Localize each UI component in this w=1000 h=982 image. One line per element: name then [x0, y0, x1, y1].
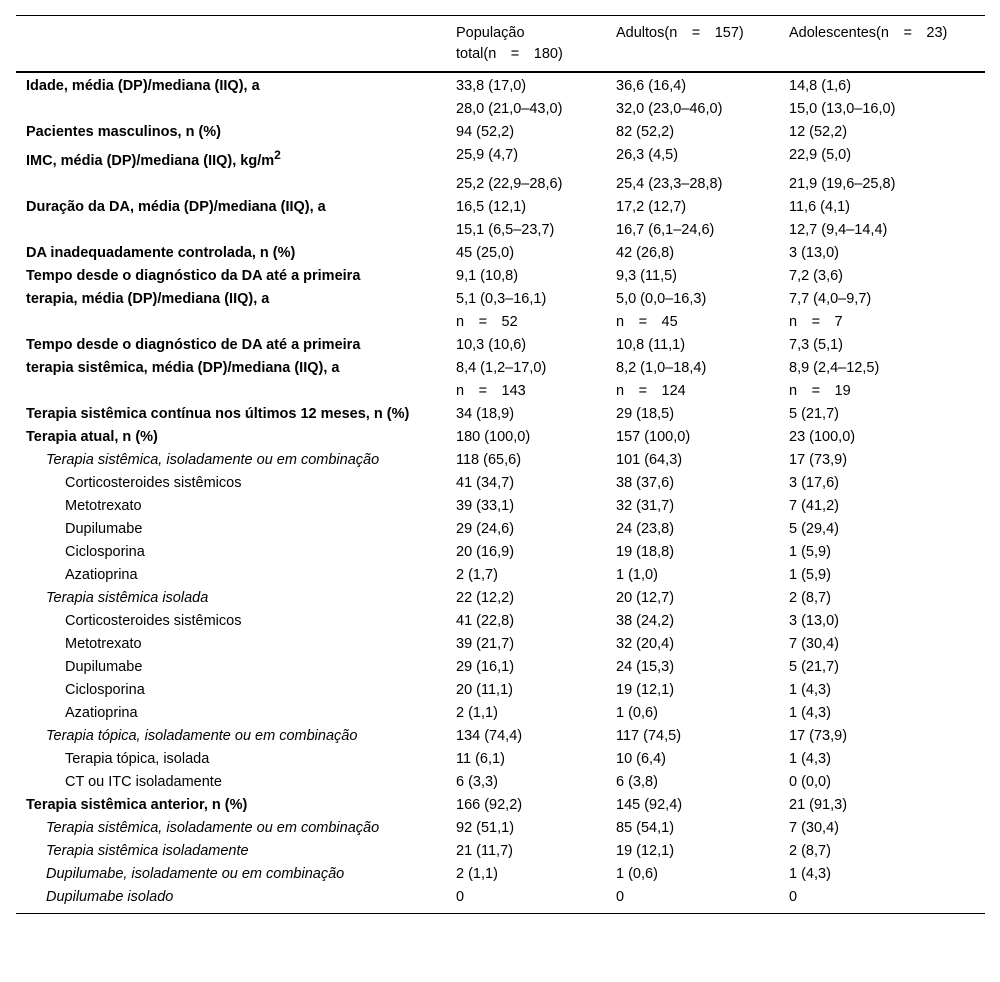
cell-adults: 25,4 (23,3–28,8): [616, 175, 723, 192]
demographics-table: [16, 15, 985, 914]
cell-adults: 17,2 (12,7): [616, 198, 687, 215]
cell-adolescents: 17 (73,9): [789, 727, 848, 744]
table-row: [16, 725, 985, 748]
table-row: [16, 426, 985, 449]
cell-adolescents: 7 (41,2): [789, 497, 839, 514]
table-row: [16, 219, 985, 242]
cell-adults: 10,8 (11,1): [616, 336, 686, 353]
table-row: [16, 357, 985, 380]
cell-total: 10,3 (10,6): [456, 336, 527, 353]
header-total-line2: total(n = 180): [456, 46, 563, 62]
cell-total: 41 (22,8): [456, 612, 515, 629]
table-row: [16, 679, 985, 702]
cell-adolescents: 23 (100,0): [789, 428, 856, 445]
cell-adolescents: 1 (5,9): [789, 566, 831, 583]
cell-adults: 19 (18,8): [616, 543, 675, 560]
row-label: Dupilumabe, isoladamente ou em combinação: [46, 865, 345, 882]
cell-total: 2 (1,1): [456, 865, 498, 882]
cell-total: 118 (65,6): [456, 451, 522, 468]
cell-total: 34 (18,9): [456, 405, 515, 422]
cell-adults: 32 (20,4): [616, 635, 675, 652]
cell-adults: 24 (15,3): [616, 658, 675, 675]
cell-total: 25,9 (4,7): [456, 147, 519, 163]
cell-adults: 82 (52,2): [616, 124, 675, 140]
row-label: Terapia atual, n (%): [26, 428, 158, 445]
table-row: [16, 656, 985, 679]
cell-adults: 1 (0,6): [616, 704, 658, 721]
cell-adolescents: n = 19: [789, 382, 851, 399]
table-row: [16, 587, 985, 610]
cell-adolescents: 2 (8,7): [789, 589, 831, 606]
table-row: [16, 144, 985, 173]
row-label: Tempo desde o diagnóstico de DA até a primeira: [26, 336, 361, 353]
row-label: Dupilumabe: [65, 520, 143, 537]
cell-adults: 0: [616, 888, 625, 905]
cell-adults: 42 (26,8): [616, 244, 675, 261]
row-label: Terapia sistêmica isoladamente: [46, 842, 249, 859]
table-header: [16, 16, 985, 73]
cell-adults: 117 (74,5): [616, 727, 682, 744]
row-label: Azatioprina: [65, 566, 138, 583]
cell-total: 6 (3,3): [456, 773, 498, 790]
row-label: terapia sistêmica, média (DP)/mediana (IIQ), a: [26, 359, 340, 376]
cell-adolescents: 7,7 (4,0–9,7): [789, 290, 872, 307]
cell-adolescents: 14,8 (1,6): [789, 78, 852, 94]
table-row: [16, 495, 985, 518]
row-label: DA inadequadamente controlada, n (%): [26, 244, 296, 261]
cell-adults: 10 (6,4): [616, 750, 666, 767]
row-label: Dupilumabe: [65, 658, 143, 675]
cell-adolescents: 8,9 (2,4–12,5): [789, 359, 880, 376]
row-label: Terapia sistêmica, isoladamente ou em combinação: [46, 451, 380, 468]
table-row: [16, 633, 985, 656]
table-row: [16, 518, 985, 541]
row-label: Metotrexato: [65, 635, 142, 652]
row-label: Terapia sistêmica, isoladamente ou em combinação: [46, 819, 380, 836]
cell-total: 2 (1,1): [456, 704, 498, 721]
table-row: [16, 564, 985, 587]
cell-adolescents: 12 (52,2): [789, 124, 848, 140]
header-total-population: [446, 16, 606, 73]
cell-adolescents: 5 (21,7): [789, 658, 839, 675]
table-row: [16, 403, 985, 426]
table-row: [16, 886, 985, 914]
cell-adolescents: 15,0 (13,0–16,0): [789, 101, 896, 117]
cell-total: 39 (21,7): [456, 635, 515, 652]
cell-total: 0: [456, 888, 465, 905]
row-label: [16, 98, 446, 121]
table-row: [16, 288, 985, 311]
cell-adolescents: 12,7 (9,4–14,4): [789, 221, 888, 238]
cell-adolescents: 3 (13,0): [789, 244, 839, 261]
cell-adolescents: 7 (30,4): [789, 635, 839, 652]
cell-adults: 38 (24,2): [616, 612, 675, 629]
cell-adults: n = 45: [616, 313, 678, 330]
cell-adults: 24 (23,8): [616, 520, 675, 537]
header-total-line1: População: [456, 25, 525, 41]
cell-adolescents: 17 (73,9): [789, 451, 848, 468]
cell-total: 28,0 (21,0–43,0): [456, 101, 563, 117]
cell-adolescents: 1 (5,9): [789, 543, 831, 560]
cell-adults: 5,0 (0,0–16,3): [616, 290, 707, 307]
cell-adolescents: n = 7: [789, 313, 843, 330]
row-label: Pacientes masculinos, n (%): [26, 124, 222, 140]
cell-adolescents: 5 (21,7): [789, 405, 839, 422]
cell-total: 29 (16,1): [456, 658, 515, 675]
row-label: Metotrexato: [65, 497, 142, 514]
header-row: [16, 16, 985, 73]
cell-adults: 26,3 (4,5): [616, 147, 679, 163]
cell-adolescents: 7,3 (5,1): [789, 336, 843, 353]
cell-total: 16,5 (12,1): [456, 198, 527, 215]
cell-total: 21 (11,7): [456, 842, 513, 859]
cell-adults: n = 124: [616, 382, 686, 399]
cell-adolescents: 22,9 (5,0): [789, 147, 852, 163]
header-adolescents: Adolescentes(n = 23): [789, 25, 948, 41]
cell-adults: 157 (100,0): [616, 428, 691, 445]
table-row: [16, 121, 985, 144]
row-label: Ciclosporina: [65, 543, 145, 560]
cell-total: 22 (12,2): [456, 589, 515, 606]
table-row: [16, 380, 985, 403]
row-label: Tempo desde o diagnóstico da DA até a primeira: [26, 267, 361, 284]
table-row: [16, 771, 985, 794]
cell-adolescents: 0 (0,0): [789, 773, 831, 790]
row-label: Terapia tópica, isolada: [65, 750, 210, 767]
row-label: Corticosteroides sistêmicos: [65, 612, 242, 629]
cell-adolescents: 7 (30,4): [789, 819, 839, 836]
cell-total: 180 (100,0): [456, 428, 531, 445]
cell-adults: 16,7 (6,1–24,6): [616, 221, 715, 238]
cell-adolescents: 11,6 (4,1): [789, 198, 850, 215]
table-row: [16, 311, 985, 334]
row-label: [16, 219, 446, 242]
cell-adolescents: 1 (4,3): [789, 750, 831, 767]
cell-total: 25,2 (22,9–28,6): [456, 175, 563, 192]
cell-adults: 20 (12,7): [616, 589, 675, 606]
cell-adults: 9,3 (11,5): [616, 267, 677, 284]
cell-total: 20 (11,1): [456, 681, 513, 698]
row-label: Corticosteroides sistêmicos: [65, 474, 242, 491]
row-label: Ciclosporina: [65, 681, 145, 698]
table-container: [16, 15, 985, 914]
table-row: [16, 863, 985, 886]
cell-total: 11 (6,1): [456, 750, 505, 767]
row-label: Idade, média (DP)/mediana (IIQ), a: [26, 78, 260, 94]
table-row: [16, 265, 985, 288]
cell-adolescents: 0: [789, 888, 798, 905]
row-label: Azatioprina: [65, 704, 138, 721]
table-row: [16, 472, 985, 495]
cell-adults: 8,2 (1,0–18,4): [616, 359, 707, 376]
cell-adolescents: 21,9 (19,6–25,8): [789, 175, 896, 192]
cell-adolescents: 3 (17,6): [789, 474, 839, 491]
cell-total: 33,8 (17,0): [456, 78, 527, 94]
cell-total: 20 (16,9): [456, 543, 515, 560]
cell-adolescents: 21 (91,3): [789, 796, 848, 813]
row-label: Dupilumabe isolado: [46, 888, 174, 905]
cell-adolescents: 1 (4,3): [789, 865, 831, 882]
cell-adults: 101 (64,3): [616, 451, 683, 468]
cell-adults: 1 (0,6): [616, 865, 658, 882]
cell-total: 134 (74,4): [456, 727, 523, 744]
row-label: [16, 311, 446, 334]
cell-total: 29 (24,6): [456, 520, 515, 537]
cell-adults: 38 (37,6): [616, 474, 675, 491]
cell-total: 2 (1,7): [456, 566, 498, 583]
row-label: Terapia sistêmica anterior, n (%): [26, 796, 248, 813]
cell-total: n = 143: [456, 382, 526, 399]
row-label: [16, 173, 446, 196]
cell-adults: 85 (54,1): [616, 819, 675, 836]
cell-adults: 32 (31,7): [616, 497, 675, 514]
table-body: [16, 72, 985, 913]
table-row: [16, 794, 985, 817]
table-row: [16, 610, 985, 633]
cell-adults: 36,6 (16,4): [616, 78, 687, 94]
table-row: [16, 173, 985, 196]
row-label: Terapia sistêmica isolada: [46, 589, 209, 606]
cell-total: 39 (33,1): [456, 497, 515, 514]
table-row: [16, 334, 985, 357]
table-row: [16, 748, 985, 771]
table-row: [16, 541, 985, 564]
cell-adults: 29 (18,5): [616, 405, 675, 422]
cell-adolescents: 1 (4,3): [789, 681, 831, 698]
cell-adolescents: 3 (13,0): [789, 612, 839, 629]
cell-total: 92 (51,1): [456, 819, 515, 836]
row-label: CT ou ITC isoladamente: [65, 773, 222, 790]
cell-adults: 19 (12,1): [616, 842, 675, 859]
cell-adults: 32,0 (23,0–46,0): [616, 101, 723, 117]
cell-total: 41 (34,7): [456, 474, 515, 491]
table-row: [16, 98, 985, 121]
cell-total: 5,1 (0,3–16,1): [456, 290, 547, 307]
table-row: [16, 449, 985, 472]
row-label-text: IMC, média (DP)/mediana (IIQ), kg/m: [26, 152, 275, 169]
cell-adolescents: 1 (4,3): [789, 704, 831, 721]
table-row: [16, 72, 985, 98]
row-label: terapia, média (DP)/mediana (IIQ), a: [26, 290, 270, 307]
cell-adults: 19 (12,1): [616, 681, 675, 698]
cell-total: 94 (52,2): [456, 124, 515, 140]
row-label-bmi: [16, 144, 446, 173]
cell-adolescents: 7,2 (3,6): [789, 267, 843, 284]
row-label: Duração da DA, média (DP)/mediana (IIQ), a: [26, 198, 326, 215]
row-label: [16, 380, 446, 403]
header-adults: Adultos(n = 157): [616, 25, 744, 41]
table-row: [16, 840, 985, 863]
cell-adults: 1 (1,0): [616, 566, 658, 583]
cell-total: 45 (25,0): [456, 244, 515, 261]
cell-total: 15,1 (6,5–23,7): [456, 221, 555, 238]
cell-total: 9,1 (10,8): [456, 267, 519, 284]
cell-total: 8,4 (1,2–17,0): [456, 359, 547, 376]
row-label: Terapia tópica, isoladamente ou em combinação: [46, 727, 358, 744]
cell-adolescents: 2 (8,7): [789, 842, 831, 859]
cell-adolescents: 5 (29,4): [789, 520, 839, 537]
table-row: [16, 196, 985, 219]
header-empty: [16, 16, 446, 73]
table-row: [16, 702, 985, 725]
cell-adults: 145 (92,4): [616, 796, 683, 813]
cell-total: 166 (92,2): [456, 796, 523, 813]
cell-total: n = 52: [456, 313, 518, 330]
superscript-2: 2: [274, 148, 281, 162]
table-row: [16, 242, 985, 265]
row-label: Terapia sistêmica contínua nos últimos 12 meses, n (%): [26, 405, 410, 422]
cell-adults: 6 (3,8): [616, 773, 658, 790]
table-row: [16, 817, 985, 840]
